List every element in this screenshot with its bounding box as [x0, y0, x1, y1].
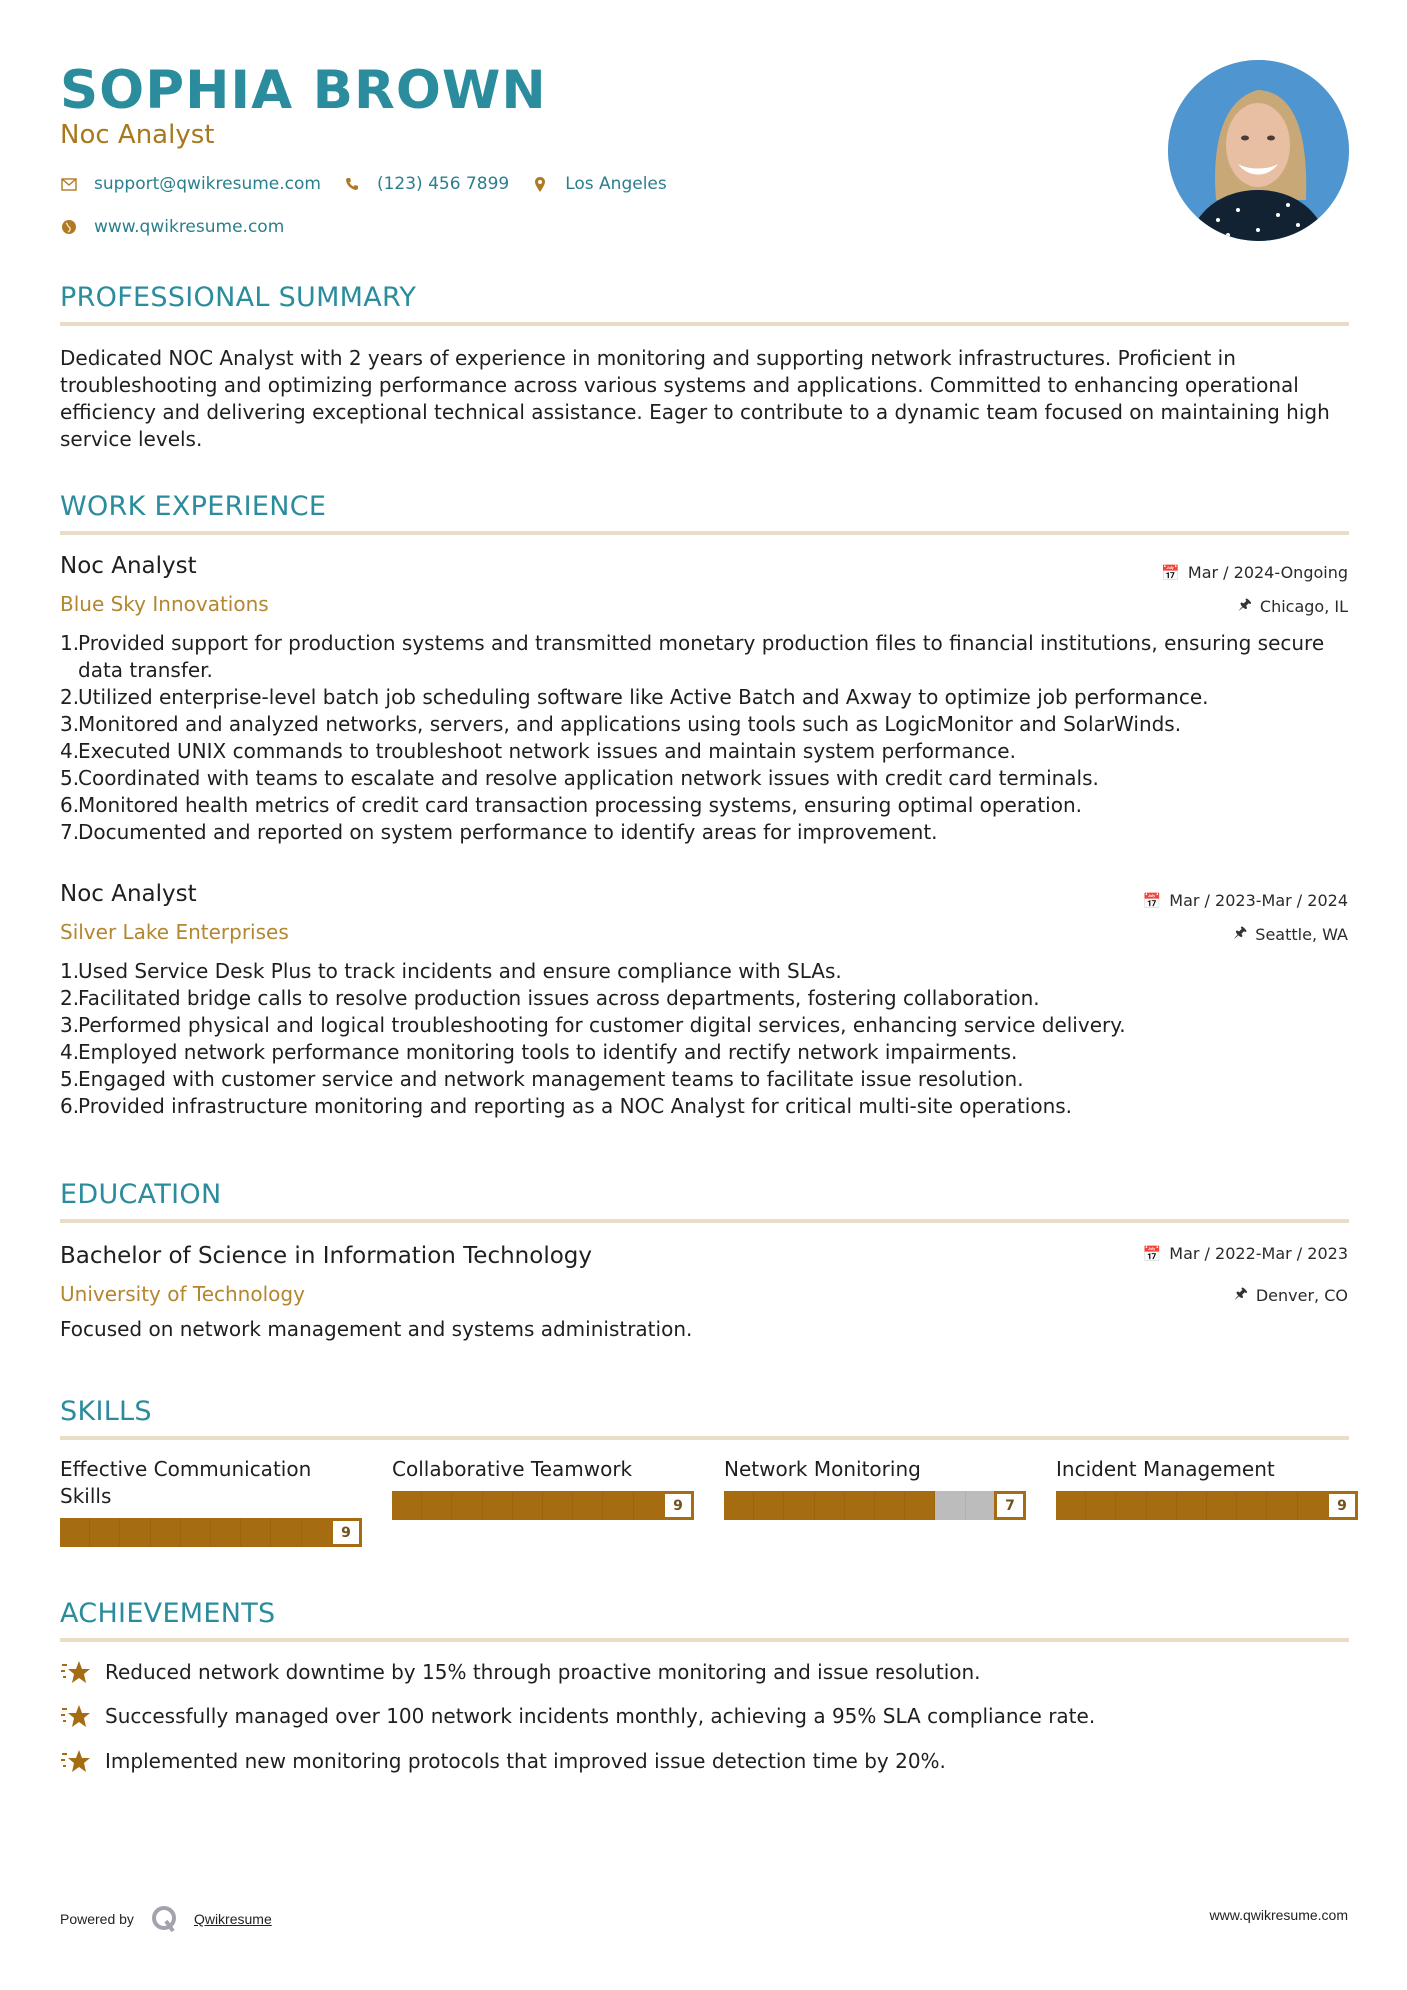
calendar-icon: 📅: [1142, 891, 1162, 910]
skill-rating-bar: [392, 1491, 694, 1520]
profile-photo: [1168, 60, 1349, 241]
job-company: Silver Lake Enterprises: [60, 920, 289, 944]
section-heading-summary: PROFESSIONAL SUMMARY: [60, 282, 417, 313]
job-bullets: [60, 630, 1350, 846]
phone-icon: [343, 175, 361, 193]
degree-title: Bachelor of Science in Information Technology: [60, 1243, 592, 1269]
candidate-name: SOPHIA BROWN: [60, 60, 547, 121]
section-heading-experience: WORK EXPERIENCE: [60, 491, 327, 522]
skill-item: [724, 1456, 1026, 1520]
section-heading-skills: SKILLS: [60, 1396, 152, 1427]
list-item: 1. Used Service Desk Plus to track incidents and ensure compliance with SLAs.: [60, 959, 842, 983]
section-divider: [60, 531, 1349, 535]
job-dates: [1161, 563, 1348, 582]
education-description: Focused on network management and systems administration.: [60, 1317, 693, 1341]
school-name: University of Technology: [60, 1282, 305, 1306]
achievement-item: [60, 1748, 946, 1774]
summary-text: Dedicated NOC Analyst with 2 years of experience in monitoring and supporting network infrastructures. Proficient in troubleshooting and optimizing performance across various systems and applications. Committed to enhancing operational efficiency and delivering exceptional technical assistance. Eager to contribute to a dynamic team focused on maintaining high service levels.: [60, 346, 1330, 451]
skill-score: 9: [330, 1518, 362, 1547]
section-divider: [60, 322, 1349, 326]
skill-score: 9: [662, 1491, 694, 1520]
job-location: [1238, 594, 1348, 619]
pushpin-icon: 🖈: [1233, 923, 1248, 941]
education-dates: [1143, 1244, 1348, 1263]
job-location-text: Chicago, IL: [1259, 597, 1348, 616]
phone-number[interactable]: (123) 456 7899: [376, 174, 510, 194]
envelope-icon: [60, 175, 78, 193]
globe-icon: [60, 218, 78, 236]
skill-item: [1056, 1456, 1358, 1520]
list-item: 5. Coordinated with teams to escalate and resolve application network issues with credit card terminals.: [60, 766, 1099, 790]
job-role: Noc Analyst: [60, 553, 197, 579]
section-divider: [60, 1436, 1349, 1440]
email-link[interactable]: support@qwikresume.com: [94, 174, 321, 194]
pushpin-icon: 🖈: [1233, 1284, 1248, 1302]
skill-label: Collaborative Teamwork: [392, 1457, 633, 1481]
job-dates: [1143, 891, 1348, 910]
powered-by-label: Powered by: [60, 1911, 134, 1927]
qwikresume-logo-icon: [150, 1904, 180, 1934]
job-role: Noc Analyst: [60, 881, 197, 907]
footer-powered-by: [60, 1904, 272, 1934]
achievement-item: [60, 1659, 981, 1685]
list-item: 2. Facilitated bridge calls to resolve production issues across departments, fostering collaboration.: [60, 986, 1040, 1010]
skill-label: Network Monitoring: [724, 1457, 921, 1481]
skill-score: 9: [1326, 1491, 1358, 1520]
list-item: 4. Executed UNIX commands to troubleshoot network issues and maintain system performance.: [60, 739, 1016, 763]
section-divider: [60, 1638, 1349, 1642]
location-text: Los Angeles: [565, 174, 667, 194]
star-award-icon: [60, 1703, 92, 1729]
achievement-text: Reduced network downtime by 15% through proactive monitoring and issue resolution.: [105, 1660, 981, 1684]
section-divider: [60, 1219, 1349, 1223]
job-location: [1233, 922, 1348, 947]
job-location-text: Seattle, WA: [1255, 925, 1348, 944]
job-dates-text: Mar / 2023-Mar / 2024: [1169, 891, 1348, 910]
list-item: 5. Engaged with customer service and network management teams to facilitate issue resolution.: [60, 1067, 1024, 1091]
skill-rating-bar: [724, 1491, 1026, 1520]
achievement-item: [60, 1703, 1095, 1729]
list-item: 6. Provided infrastructure monitoring and reporting as a NOC Analyst for critical multi-site operations.: [60, 1094, 1073, 1118]
education-location-text: Denver, CO: [1255, 1286, 1348, 1305]
contact-row-secondary: [60, 217, 306, 237]
footer-website[interactable]: www.qwikresume.com: [1209, 1907, 1348, 1923]
pushpin-icon: 🖈: [1238, 595, 1252, 613]
achievement-text: Implemented new monitoring protocols that improved issue detection time by 20%.: [105, 1749, 946, 1773]
skill-rating-bar: [60, 1518, 362, 1547]
skill-label: Incident Management: [1056, 1457, 1275, 1481]
job-dates-text: Mar / 2024-Ongoing: [1187, 563, 1348, 582]
achievement-text: Successfully managed over 100 network incidents monthly, achieving a 95% SLA compliance rate.: [105, 1704, 1096, 1728]
website-link[interactable]: www.qwikresume.com: [94, 217, 285, 237]
job-bullets: [60, 958, 1350, 1120]
skill-score: 7: [994, 1491, 1026, 1520]
education-location: [1234, 1283, 1348, 1308]
star-award-icon: [60, 1748, 92, 1774]
section-heading-education: EDUCATION: [60, 1179, 222, 1210]
star-award-icon: [60, 1659, 92, 1685]
list-item: 4. Employed network performance monitoring tools to identify and rectify network impairments.: [60, 1040, 1018, 1064]
section-heading-achievements: ACHIEVEMENTS: [60, 1598, 276, 1629]
list-item: 2. Utilized enterprise-level batch job scheduling software like Active Batch and Axway to optimize job performance.: [60, 685, 1209, 709]
list-item: 1. Provided support for production systems and transmitted monetary production files to financial institutions, ensuring secure data transfer.: [60, 631, 1325, 682]
skill-item: [60, 1456, 362, 1547]
calendar-icon: 📅: [1161, 563, 1180, 582]
list-item: 3. Performed physical and logical troubleshooting for customer digital services, enhancing service delivery.: [60, 1013, 1126, 1037]
list-item: 6. Monitored health metrics of credit card transaction processing systems, ensuring optimal operation.: [60, 793, 1083, 817]
education-dates-text: Mar / 2022-Mar / 2023: [1169, 1244, 1348, 1263]
job-company: Blue Sky Innovations: [60, 592, 269, 616]
skill-label: Effective Communication Skills: [60, 1457, 312, 1508]
list-item: 3. Monitored and analyzed networks, servers, and applications using tools such as LogicMonitor and SolarWinds.: [60, 712, 1182, 736]
skill-rating-bar: [1056, 1491, 1358, 1520]
skill-item: [392, 1456, 694, 1520]
contact-row-primary: [60, 174, 689, 194]
qwikresume-link[interactable]: Qwikresume: [193, 1911, 272, 1927]
calendar-icon: 📅: [1142, 1244, 1162, 1263]
list-item: 7. Documented and reported on system performance to identify areas for improvement.: [60, 820, 938, 844]
candidate-title: Noc Analyst: [60, 120, 215, 150]
map-pin-icon: [531, 175, 549, 193]
